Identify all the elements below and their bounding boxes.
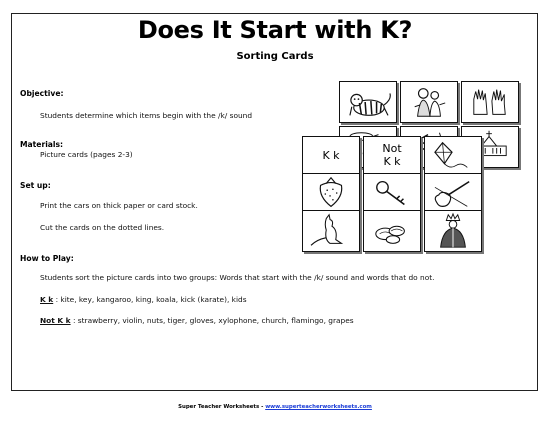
strawberry-card — [302, 173, 360, 215]
gloves-icon — [462, 82, 518, 122]
kite-icon — [425, 137, 481, 177]
tiger-card — [339, 81, 397, 123]
page-title: Does It Start with K? — [137, 16, 413, 44]
notk-header-line-2: K k — [383, 155, 401, 168]
nuts-card — [363, 210, 421, 252]
kangaroo-card — [302, 210, 360, 252]
strawberry-icon — [303, 174, 359, 214]
kids-icon — [401, 82, 457, 122]
objective-text: Students determine which items begin with the /k/ sound — [40, 111, 253, 120]
king-icon — [425, 211, 481, 251]
how-to-play-text: Students sort the picture cards into two groups: Words that start with the /k/ sound and words that do not. — [40, 273, 435, 282]
key-icon — [364, 174, 420, 214]
notk-header-line-1: Not — [382, 142, 402, 155]
how-to-play-heading: How to Play: — [20, 254, 74, 263]
setup-heading: Set up: — [20, 181, 51, 190]
tiger-icon — [340, 82, 396, 122]
footer — [0, 404, 550, 410]
king-card — [424, 210, 482, 252]
setup-step-1: Print the cars on thick paper or card stock. — [40, 201, 198, 210]
k-words-line — [40, 295, 247, 304]
kangaroo-icon — [303, 211, 359, 251]
kite-card — [424, 136, 482, 178]
footer-brand: Super Teacher Worksheets — [178, 404, 260, 410]
objective-heading: Objective: — [20, 89, 64, 98]
k-header-label: K k — [322, 149, 340, 162]
k-words-list: kite, key, kangaroo, king, koala, kick (karate), kids — [60, 295, 247, 304]
k-header-card — [302, 136, 360, 178]
notk-words-list: strawberry, violin, nuts, tiger, gloves, xylophone, church, flamingo, grapes — [77, 316, 354, 325]
materials-text: Picture cards (pages 2-3) — [40, 150, 133, 159]
violin-icon — [425, 174, 481, 214]
notk-words-label: Not K k — [40, 316, 71, 325]
footer-separator: - — [259, 404, 266, 410]
notk-words-line — [40, 316, 354, 325]
front-card-deck — [302, 132, 484, 252]
materials-heading: Materials: — [20, 140, 64, 149]
violin-card — [424, 173, 482, 215]
notk-header-card — [363, 136, 421, 178]
key-card — [363, 173, 421, 215]
k-words-label: K k — [40, 295, 54, 304]
page-subtitle: Sorting Cards — [236, 51, 314, 62]
nuts-icon — [364, 211, 420, 251]
footer-link[interactable]: www.superteacherworksheets.com — [265, 404, 372, 410]
notk-words-colon: : — [70, 316, 78, 325]
k-words-colon: : — [53, 295, 61, 304]
gloves-card — [461, 81, 519, 123]
setup-step-2: Cut the cards on the dotted lines. — [40, 223, 165, 232]
kids-card — [400, 81, 458, 123]
